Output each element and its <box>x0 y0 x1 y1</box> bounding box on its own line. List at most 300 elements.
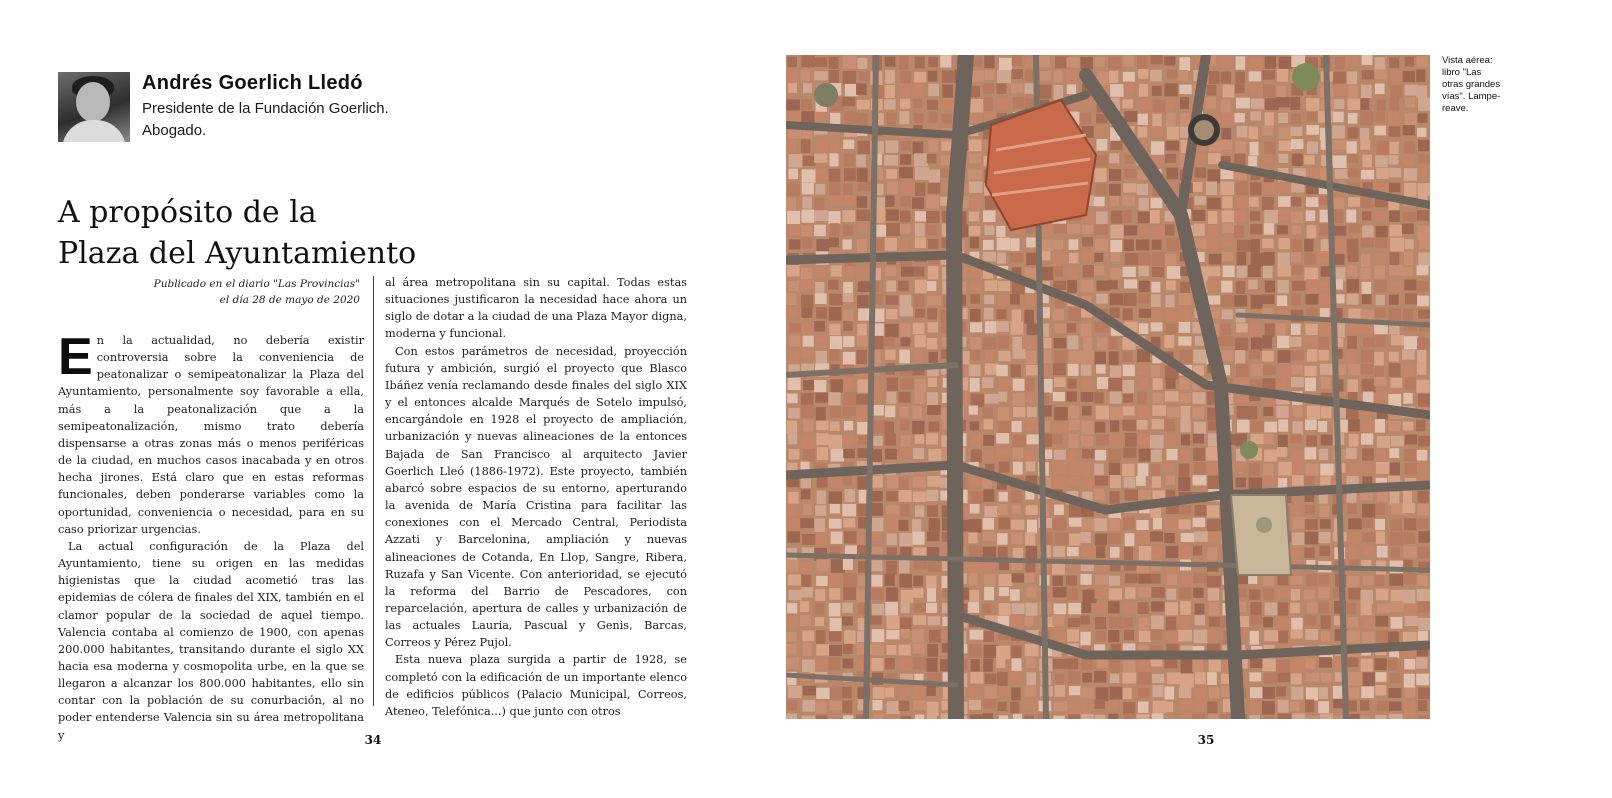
rooftop <box>1405 57 1414 67</box>
rooftop <box>1417 363 1426 375</box>
rooftop <box>1052 434 1062 444</box>
rooftop <box>1094 168 1106 182</box>
rooftop <box>1292 421 1302 435</box>
rooftop <box>983 83 994 93</box>
rooftop <box>885 195 894 206</box>
rooftop <box>984 295 994 305</box>
rooftop <box>968 519 981 533</box>
rooftop <box>816 630 825 644</box>
rooftop <box>1209 658 1222 671</box>
rooftop <box>885 434 896 446</box>
rooftop <box>1375 419 1385 433</box>
rooftop <box>1417 575 1427 586</box>
rooftop <box>1124 546 1133 560</box>
rooftop <box>1138 490 1151 499</box>
rooftop <box>1152 405 1166 416</box>
rooftop <box>1223 266 1235 278</box>
rooftop <box>942 114 952 124</box>
rooftop <box>1333 140 1347 150</box>
rooftop <box>1055 533 1069 545</box>
rooftop <box>829 657 841 670</box>
rooftop <box>912 643 925 653</box>
rooftop <box>1138 406 1150 418</box>
rooftop <box>1081 324 1092 337</box>
rooftop <box>1082 237 1093 246</box>
rooftop <box>1417 450 1428 461</box>
rooftop <box>1264 223 1274 234</box>
rooftop <box>1150 574 1160 584</box>
rooftop <box>1278 700 1289 713</box>
rooftop <box>971 434 983 447</box>
rooftop <box>1251 295 1263 309</box>
rooftop <box>1011 520 1025 530</box>
rooftop <box>1123 617 1133 627</box>
rooftop <box>1195 615 1206 625</box>
rooftop <box>1236 98 1250 109</box>
rooftop <box>1194 531 1208 541</box>
rooftop <box>1192 392 1205 404</box>
rooftop <box>1138 114 1148 125</box>
rooftop <box>1278 209 1289 219</box>
rooftop <box>815 505 826 516</box>
rooftop <box>1388 308 1400 321</box>
rooftop <box>1193 518 1206 527</box>
rooftop <box>1180 97 1189 109</box>
rooftop <box>885 70 895 84</box>
rooftop <box>1013 407 1025 417</box>
rooftop <box>829 294 842 305</box>
rooftop <box>1362 448 1374 460</box>
rooftop <box>1362 55 1373 65</box>
rooftop <box>1318 687 1327 699</box>
rooftop <box>787 265 800 277</box>
rooftop <box>927 644 938 657</box>
rooftop <box>1236 281 1246 293</box>
rooftop <box>1206 267 1220 277</box>
rooftop <box>1307 406 1320 419</box>
rooftop <box>1151 141 1164 154</box>
rooftop <box>1123 394 1133 403</box>
rooftop <box>971 449 982 463</box>
rooftop <box>1013 714 1022 719</box>
rooftop <box>871 518 884 531</box>
rooftop <box>927 476 940 487</box>
rooftop <box>898 645 910 656</box>
rooftop <box>886 491 897 501</box>
rooftop <box>1109 588 1122 599</box>
rooftop <box>1347 657 1358 667</box>
rooftop <box>1166 100 1175 111</box>
rooftop <box>900 659 912 671</box>
rooftop <box>970 378 980 392</box>
title-line: Plaza del Ayuntamiento <box>58 236 417 272</box>
rooftop <box>843 715 853 719</box>
rooftop <box>1360 268 1370 280</box>
rooftop <box>1069 420 1080 431</box>
rooftop <box>1066 57 1079 67</box>
rooftop <box>1108 337 1117 350</box>
rooftop <box>1179 587 1191 599</box>
rooftop <box>913 477 926 488</box>
rooftop <box>1304 476 1315 488</box>
rooftop <box>915 183 925 196</box>
rooftop <box>857 422 869 435</box>
rooftop <box>787 700 797 711</box>
rooftop <box>1403 491 1412 505</box>
rooftop <box>1292 517 1306 529</box>
rooftop <box>816 266 826 277</box>
rooftop <box>1263 154 1273 163</box>
rooftop <box>913 532 925 545</box>
rooftop <box>912 406 922 420</box>
rooftop <box>844 154 854 167</box>
rooftop <box>802 660 815 674</box>
rooftop <box>1405 688 1415 698</box>
rooftop <box>927 100 938 110</box>
rooftop <box>1375 57 1386 71</box>
rooftop <box>788 281 798 291</box>
rooftop <box>828 280 838 290</box>
rooftop <box>843 449 855 458</box>
rooftop <box>1291 450 1304 463</box>
rooftop <box>1055 324 1068 333</box>
rooftop <box>884 337 893 346</box>
rooftop <box>801 237 812 248</box>
rooftop <box>1307 141 1318 153</box>
rooftop <box>858 182 871 191</box>
rooftop <box>1375 685 1386 696</box>
rooftop <box>1375 715 1386 719</box>
rooftop <box>1419 238 1430 249</box>
rooftop <box>899 84 910 98</box>
rooftop <box>984 574 995 586</box>
rooftop <box>1418 631 1428 641</box>
rooftop <box>1195 505 1208 516</box>
rooftop <box>1389 714 1403 719</box>
rooftop <box>1054 351 1067 365</box>
rooftop <box>801 209 814 222</box>
rooftop <box>1418 436 1430 447</box>
author-photo <box>58 72 130 142</box>
rooftop <box>1096 211 1108 224</box>
rooftop <box>1335 169 1349 179</box>
rooftop <box>802 169 816 182</box>
rooftop <box>915 506 924 517</box>
rooftop <box>843 140 854 149</box>
rooftop <box>1094 224 1108 235</box>
rooftop <box>1377 701 1391 712</box>
rooftop <box>857 239 867 253</box>
rooftop <box>1094 266 1104 275</box>
rooftop <box>1125 433 1137 447</box>
rooftop <box>1404 659 1415 669</box>
rooftop <box>1220 336 1233 346</box>
rooftop <box>1278 462 1291 476</box>
rooftop <box>829 406 840 417</box>
rooftop <box>1138 688 1150 698</box>
rooftop <box>1013 379 1027 391</box>
rooftop <box>900 618 911 630</box>
rooftop <box>1306 125 1319 135</box>
rooftop <box>1125 533 1135 547</box>
rooftop <box>1066 450 1076 462</box>
rooftop <box>970 672 983 684</box>
rooftop <box>1110 420 1119 431</box>
rooftop <box>1138 701 1149 712</box>
rooftop <box>1278 154 1288 163</box>
rooftop <box>1376 112 1385 122</box>
rooftop <box>1290 603 1300 613</box>
rooftop <box>1164 56 1175 65</box>
paragraph: Esta nueva plaza surgida a partir de 1928, se completó con la edificación de un importante elenco de edificios públicos (Palacio Municipal, Correos, Ateneo, Telefónica...) que junto con otros <box>385 653 687 718</box>
rooftop <box>1305 324 1317 335</box>
rooftop <box>1347 294 1359 305</box>
rooftop <box>998 702 1007 711</box>
rooftop <box>1124 477 1136 488</box>
rooftop <box>998 336 1009 349</box>
rooftop <box>801 349 812 358</box>
rooftop <box>843 559 853 570</box>
rooftop <box>1390 674 1401 683</box>
rooftop <box>1139 98 1152 110</box>
rooftop <box>787 560 799 572</box>
rooftop <box>1012 658 1022 671</box>
rooftop <box>1348 672 1362 685</box>
rooftop <box>927 547 939 557</box>
rooftop <box>787 211 800 224</box>
rooftop <box>1193 573 1207 583</box>
rooftop <box>969 700 981 710</box>
rooftop <box>1292 281 1305 291</box>
rooftop <box>969 198 982 209</box>
rooftop <box>1376 630 1388 642</box>
rooftop <box>1403 71 1415 82</box>
rooftop <box>816 140 827 152</box>
rooftop <box>1011 490 1022 503</box>
rooftop <box>1067 224 1080 234</box>
rooftop <box>1193 350 1206 364</box>
rooftop <box>1418 618 1430 630</box>
rooftop <box>842 616 853 625</box>
rooftop <box>1178 630 1192 642</box>
rooftop <box>885 421 894 435</box>
rooftop <box>816 532 826 544</box>
rooftop <box>1290 701 1299 711</box>
rooftop <box>886 210 899 221</box>
rooftop <box>1206 281 1219 291</box>
rooftop <box>927 338 938 349</box>
rooftop <box>982 377 993 388</box>
rooftop <box>900 154 911 164</box>
rooftop <box>915 167 929 180</box>
rooftop <box>802 55 815 67</box>
rooftop <box>1306 279 1318 293</box>
rooftop <box>1025 419 1038 431</box>
rooftop <box>1025 268 1036 278</box>
rooftop <box>1011 573 1024 582</box>
rooftop <box>899 167 913 178</box>
rooftop <box>1122 210 1131 223</box>
rooftop <box>786 71 797 83</box>
rooftop <box>1193 182 1203 192</box>
rooftop <box>899 56 908 70</box>
rooftop <box>816 688 829 699</box>
rooftop <box>901 435 911 446</box>
rooftop <box>829 169 841 182</box>
rooftop <box>1067 280 1077 293</box>
rooftop <box>1068 618 1080 627</box>
rooftop <box>830 618 842 631</box>
rooftop <box>1306 294 1319 305</box>
rooftop <box>1375 504 1385 515</box>
author-role-line: Abogado. <box>142 122 207 139</box>
rooftop <box>1151 615 1164 629</box>
rooftop <box>1178 336 1191 345</box>
rooftop <box>1290 127 1302 136</box>
rooftop <box>831 532 843 544</box>
rooftop <box>803 449 815 462</box>
rooftop <box>1418 547 1429 559</box>
rooftop <box>1094 464 1104 475</box>
rooftop <box>873 714 884 719</box>
rooftop <box>1195 604 1205 615</box>
rooftop <box>1348 419 1359 431</box>
rooftop <box>1083 265 1094 277</box>
rooftop <box>1319 281 1328 292</box>
rooftop <box>1178 477 1190 491</box>
rooftop <box>1389 210 1400 222</box>
rooftop <box>1334 226 1346 236</box>
rooftop <box>1374 126 1385 136</box>
rooftop <box>1418 140 1429 152</box>
rooftop <box>1109 153 1119 163</box>
rooftop <box>1249 127 1258 139</box>
rooftop <box>1054 421 1068 433</box>
rooftop <box>1024 715 1033 719</box>
rooftop <box>1150 435 1164 448</box>
rooftop <box>871 575 882 587</box>
rooftop <box>1375 616 1388 627</box>
rooftop <box>843 184 853 195</box>
rooftop <box>1024 686 1036 697</box>
rooftop <box>1138 672 1152 685</box>
rooftop <box>830 336 842 349</box>
rooftop <box>788 408 800 419</box>
rooftop <box>1347 547 1357 560</box>
rooftop <box>1195 687 1206 700</box>
rooftop <box>1165 224 1174 235</box>
rooftop <box>1362 518 1372 528</box>
rooftop <box>1263 365 1276 375</box>
rooftop <box>1180 113 1189 125</box>
rooftop <box>1222 252 1233 262</box>
rooftop <box>1237 406 1250 418</box>
rooftop <box>842 504 856 516</box>
rooftop <box>1095 239 1108 251</box>
rooftop <box>1377 436 1390 448</box>
rooftop <box>1306 464 1318 476</box>
rooftop <box>929 518 940 531</box>
rooftop <box>872 421 884 434</box>
rooftop <box>1417 462 1430 472</box>
rooftop <box>1278 238 1289 249</box>
rooftop <box>1108 57 1121 70</box>
rooftop <box>1082 251 1093 260</box>
rooftop <box>1209 602 1220 616</box>
rooftop <box>1026 505 1038 515</box>
rooftop <box>1152 267 1164 277</box>
rooftop <box>1333 209 1343 222</box>
rooftop <box>1265 603 1277 616</box>
rooftop <box>857 168 868 182</box>
rooftop <box>802 643 811 656</box>
rooftop <box>1390 602 1404 612</box>
rooftop <box>1193 434 1204 444</box>
rooftop <box>1138 69 1148 79</box>
rooftop <box>1306 168 1320 178</box>
rooftop <box>814 321 825 331</box>
rooftop <box>998 407 1009 421</box>
rooftop <box>1264 434 1274 444</box>
rooftop <box>1347 141 1357 154</box>
rooftop <box>1263 407 1273 416</box>
rooftop <box>1362 532 1375 542</box>
rooftop <box>1053 309 1064 320</box>
rooftop <box>828 392 840 405</box>
rooftop <box>786 293 796 305</box>
rooftop <box>1054 377 1066 387</box>
rooftop <box>1026 365 1040 375</box>
rooftop <box>814 380 826 392</box>
rooftop <box>1417 86 1427 99</box>
rooftop <box>1151 601 1165 611</box>
rooftop <box>1363 546 1375 556</box>
rooftop <box>1417 296 1429 307</box>
rooftop <box>1110 366 1121 379</box>
rooftop <box>912 421 924 434</box>
rooftop <box>1164 659 1177 669</box>
rooftop <box>800 615 811 626</box>
rooftop <box>787 603 797 613</box>
rooftop <box>1139 84 1148 97</box>
rooftop <box>843 659 854 669</box>
rooftop <box>985 674 997 684</box>
rooftop <box>1053 517 1067 530</box>
rooftop <box>1349 434 1359 446</box>
rooftop <box>1363 338 1375 347</box>
rooftop <box>1151 198 1163 209</box>
rooftop <box>1250 687 1263 698</box>
rooftop <box>1180 393 1192 403</box>
rooftop <box>1082 519 1096 531</box>
rooftop <box>1024 450 1033 463</box>
rooftop <box>1291 576 1303 585</box>
rooftop <box>1389 112 1399 126</box>
rooftop <box>1389 225 1401 237</box>
rooftop <box>814 71 827 80</box>
rooftop <box>915 714 924 719</box>
rooftop <box>1025 378 1035 392</box>
rooftop <box>873 687 884 699</box>
rooftop <box>1080 632 1090 646</box>
rooftop <box>1417 128 1426 137</box>
rooftop <box>984 506 998 517</box>
rooftop <box>1376 295 1385 305</box>
rooftop <box>1418 394 1430 407</box>
rooftop <box>1180 449 1189 462</box>
rooftop <box>786 307 797 316</box>
rooftop <box>1136 714 1149 719</box>
